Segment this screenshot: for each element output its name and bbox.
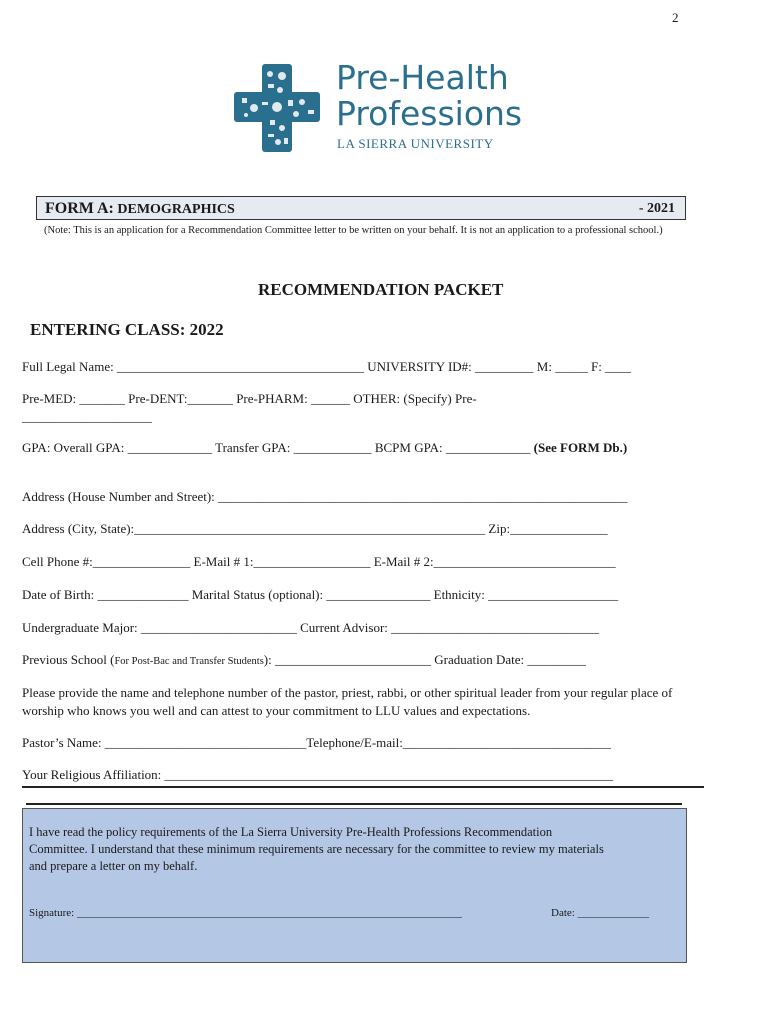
page-number: 2 [672, 10, 679, 25]
address-street-line[interactable]: Address (House Number and Street): _______________________________________________________________ [22, 489, 628, 504]
entering-class: ENTERING CLASS: 2022 [30, 320, 224, 339]
logo-line-1: Pre-Health [336, 58, 509, 97]
previous-school-line[interactable]: Previous School (For Post-Bac and Transfer Students): ________________________ Graduation Date: _________ [22, 652, 586, 667]
agreement-text: I have read the policy requirements of the La Sierra University Pre-Health Professions Recommendation Committee. I understand that these minimum requirements are necessary for the committee to review my materials and prepare a letter on my behalf. [29, 825, 604, 873]
divider [26, 803, 682, 805]
form-title-bar [36, 196, 686, 220]
pre-health-logo [232, 58, 522, 158]
logo-university: LA SIERRA UNIVERSITY [337, 136, 494, 151]
packet-title: RECOMMENDATION PACKET [258, 280, 504, 299]
program-line[interactable]: Pre-MED: _______ Pre-DENT:_______ Pre-PHARM: ______ OTHER: (Specify) Pre- [22, 391, 477, 406]
divider [22, 786, 704, 788]
date-field[interactable]: Date: _____________ [551, 907, 650, 919]
address-city-line[interactable]: Address (City, State):______________________________________________________ Zip:_______________ [22, 521, 608, 536]
signature-field[interactable]: Signature: ______________________________________________________________________ [29, 907, 462, 919]
gpa-line[interactable]: GPA: Overall GPA: _____________ Transfer GPA: ____________ BCPM GPA: _____________ (See FORM Db.) [22, 440, 628, 455]
logo-line-2: Professions [336, 94, 523, 133]
program-other-line[interactable]: ____________________ [22, 409, 152, 424]
pastor-line[interactable]: Pastor’s Name: _______________________________Telephone/E-mail:________________________________ [22, 735, 611, 750]
major-advisor-line[interactable]: Undergraduate Major: ________________________ Current Advisor: ________________________________ [22, 620, 600, 635]
contact-line[interactable]: Cell Phone #:_______________ E-Mail # 1:__________________ E-Mail # 2:____________________________ [22, 554, 616, 569]
form-title: FORM A: DEMOGRAPHICS [45, 200, 235, 217]
religious-affiliation-line[interactable]: Your Religious Affiliation: _____________________________________________________________________ [22, 767, 614, 782]
full-name-line[interactable]: Full Legal Name: ______________________________________ UNIVERSITY ID#: _________ M: _____ F: ____ [22, 359, 632, 374]
pastor-instructions: Please provide the name and telephone number of the pastor, priest, rabbi, or other spiritual leader from your regular place of worship who knows you well and can attest to your commitment to LLU values and expectations. [22, 685, 673, 718]
birth-status-line[interactable]: Date of Birth: ______________ Marital Status (optional): ________________ Ethnicity: ____________________ [22, 587, 619, 602]
form-note: (Note: This is an application for a Recommendation Committee letter to be written on your behalf. It is not an application to a professional school.) [44, 225, 663, 236]
form-year: - 2021 [638, 201, 675, 216]
signature-box [22, 808, 687, 963]
